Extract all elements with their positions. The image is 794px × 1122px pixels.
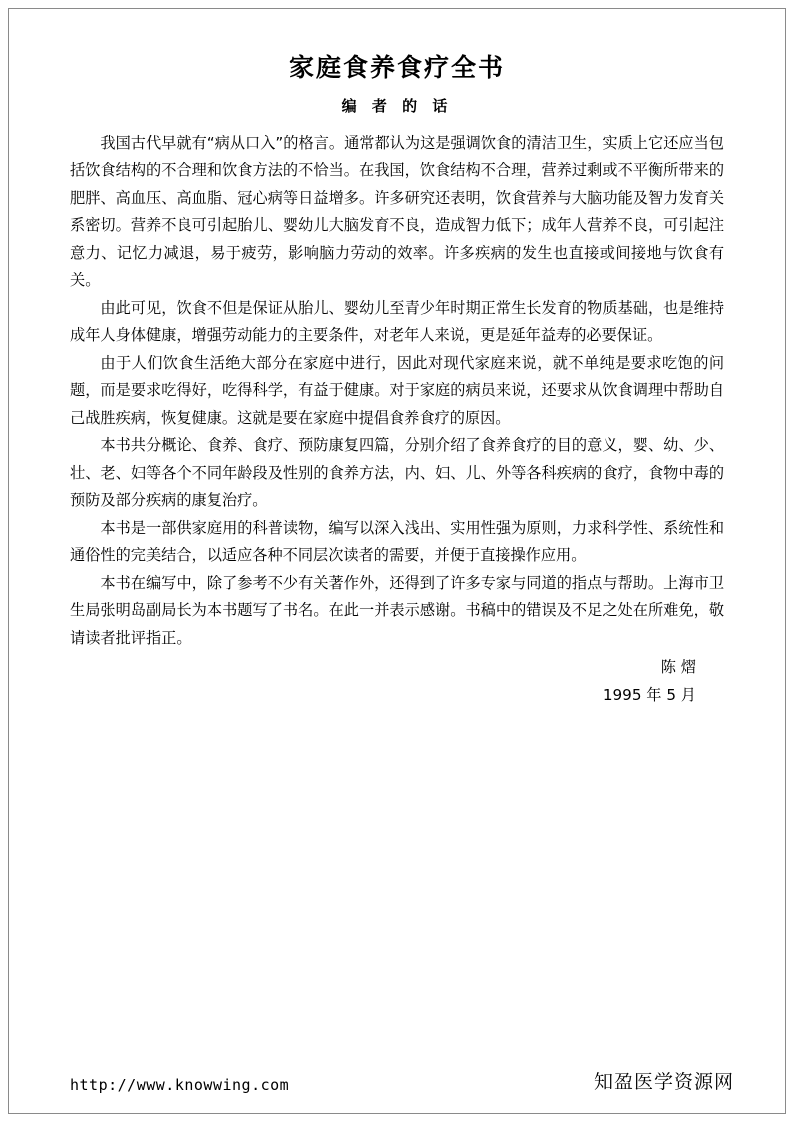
footer-brand: 知盈医学资源网 <box>593 1071 734 1093</box>
footer-url[interactable]: http://www.knowwing.com <box>70 1076 290 1094</box>
paragraph: 本书共分概论、食养、食疗、预防康复四篇，分别介绍了食养食疗的目的意义，婴、幼、少、壮、老、妇等各个不同年龄段及性别的食养方法，内、妇、儿、外等各科疾病的食疗，食物中毒的预防及部分疾病的康复治疗。 <box>70 436 724 509</box>
paragraph: 我国古代早就有“病从口入”的格言。通常都认为这是强调饮食的清洁卫生，实质上它还应当包括饮食结构的不合理和饮食方法的不恰当。在我国，饮食结构不合理，营养过剩或不平衡所带来的肥胖、高血压、高血脂、冠心病等日益增多。许多研究还表明，饮食营养与大脑功能及智力发育关系密切。营养不良可引起胎儿、婴幼儿大脑发育不良，造成智力低下；成年人营养不良，可引起注意力、记忆力减退，易于疲劳，影响脑力劳动的效率。许多疾病的发生也直接或间接地与饮食有关。 <box>70 133 724 289</box>
signature-date: 1995 年 5 月 <box>602 685 696 704</box>
document-content <box>70 52 724 709</box>
page-title: 家庭食养食疗全书 <box>288 53 505 82</box>
signature-block <box>70 654 724 709</box>
body-text <box>70 130 724 653</box>
page-footer <box>70 1067 734 1094</box>
paragraph: 本书在编写中，除了参考不少有关著作外，还得到了许多专家与同道的指点与帮助。上海市卫生局张明岛副局长为本书题写了书名。在此一并表示感谢。书稿中的错误及不足之处在所难免，敬请读者批评指正。 <box>70 573 724 647</box>
paragraph: 由于人们饮食生活绝大部分在家庭中进行，因此对现代家庭来说，就不单纯是要求吃饱的问题，而是要求吃得好，吃得科学，有益于健康。对于家庭的病员来说，还要求从饮食调理中帮助自己战胜疾病，恢复健康。这就是要在家庭中提倡食养食疗的原因。 <box>70 353 724 427</box>
signature-author: 陈 熠 <box>660 658 696 676</box>
paragraph: 由此可见，饮食不但是保证从胎儿、婴幼儿至青少年时期正常生长发育的物质基础，也是维持成年人身体健康，增强劳动能力的主要条件，对老年人来说，更是延年益寿的必要保证。 <box>70 298 724 344</box>
paragraph: 本书是一部供家庭用的科普读物，编写以深入浅出、实用性强为原则，力求科学性、系统性和通俗性的完美结合，以适应各种不同层次读者的需要，并便于直接操作应用。 <box>70 518 724 564</box>
section-subtitle: 编 者 的 话 <box>341 96 453 115</box>
